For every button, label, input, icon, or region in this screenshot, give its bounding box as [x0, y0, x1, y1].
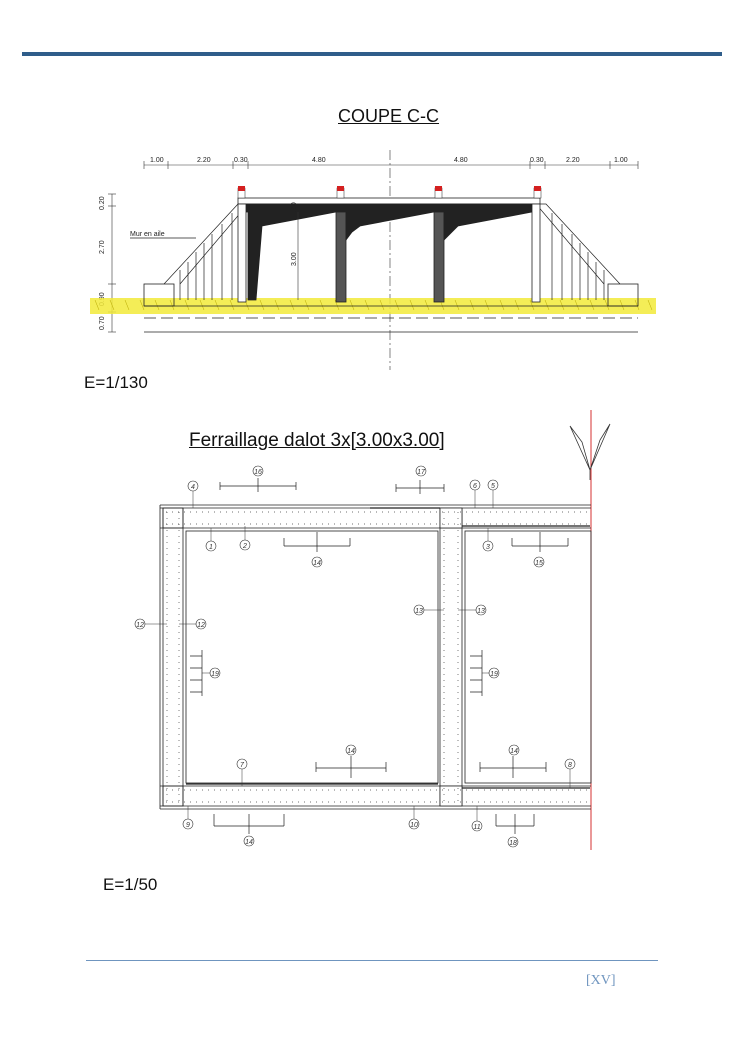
dim-label: 0.70 — [99, 316, 106, 330]
bar-mark: 4 — [191, 484, 195, 491]
dim-label: 1.00 — [614, 157, 628, 164]
bar-mark: 12 — [197, 622, 205, 629]
bar-mark: 18 — [509, 840, 517, 847]
bar-mark: 11 — [473, 824, 481, 831]
leader-lines — [145, 490, 570, 821]
dim-label: 0.30 — [530, 157, 544, 164]
bar-mark: 13 — [415, 608, 423, 615]
bar-mark: 17 — [417, 469, 425, 476]
dim-label: 2.20 — [566, 157, 580, 164]
bar-mark: 15 — [535, 560, 543, 567]
dim-label: 3.00 — [291, 252, 298, 266]
dim-label: 2.20 — [197, 157, 211, 164]
dim-label: 4.80 — [312, 157, 326, 164]
bar-mark: 14 — [313, 560, 321, 567]
bar-mark: 14 — [510, 748, 518, 755]
dim-label: .30 — [291, 202, 298, 212]
bar-mark: 6 — [473, 483, 477, 490]
section-title-ferraillage: Ferraillage dalot 3x[3.00x3.00] — [189, 430, 445, 451]
dim-label: 0.30 — [234, 157, 248, 164]
distribution-marks — [190, 478, 568, 834]
bar-mark: 10 — [410, 822, 418, 829]
culvert-frame — [160, 505, 591, 809]
bar-mark: 8 — [568, 762, 572, 769]
dim-label: 4.80 — [454, 157, 468, 164]
bar-mark: 9 — [186, 822, 190, 829]
bar-mark: 19 — [490, 671, 498, 678]
bar-mark: 3 — [486, 544, 490, 551]
dim-label: 0.20 — [99, 196, 106, 210]
scale-label-ferraillage: E=1/50 — [103, 875, 158, 894]
bar-mark: 1 — [209, 544, 213, 551]
bar-mark: 5 — [491, 483, 495, 490]
bar-mark: 19 — [211, 671, 219, 678]
footer-rule — [86, 960, 658, 961]
bar-mark: 7 — [240, 762, 244, 769]
bar-mark: 14 — [347, 748, 355, 755]
rebar-lines — [166, 512, 590, 802]
bar-mark: 13 — [477, 608, 485, 615]
scale-label-coupe: E=1/130 — [84, 373, 148, 392]
bar-mark: 2 — [243, 543, 247, 550]
wing-wall-label: Mur en aile — [130, 231, 165, 238]
page-number: [XV] — [586, 973, 616, 988]
bar-mark: 12 — [136, 622, 144, 629]
dim-label: 1.00 — [150, 157, 164, 164]
section-arrow-icon — [570, 424, 610, 480]
bar-mark: 14 — [245, 839, 253, 846]
bar-mark: 16 — [254, 469, 262, 476]
section-title-coupe: COUPE C-C — [338, 106, 440, 126]
dim-label: 2.70 — [99, 240, 106, 254]
